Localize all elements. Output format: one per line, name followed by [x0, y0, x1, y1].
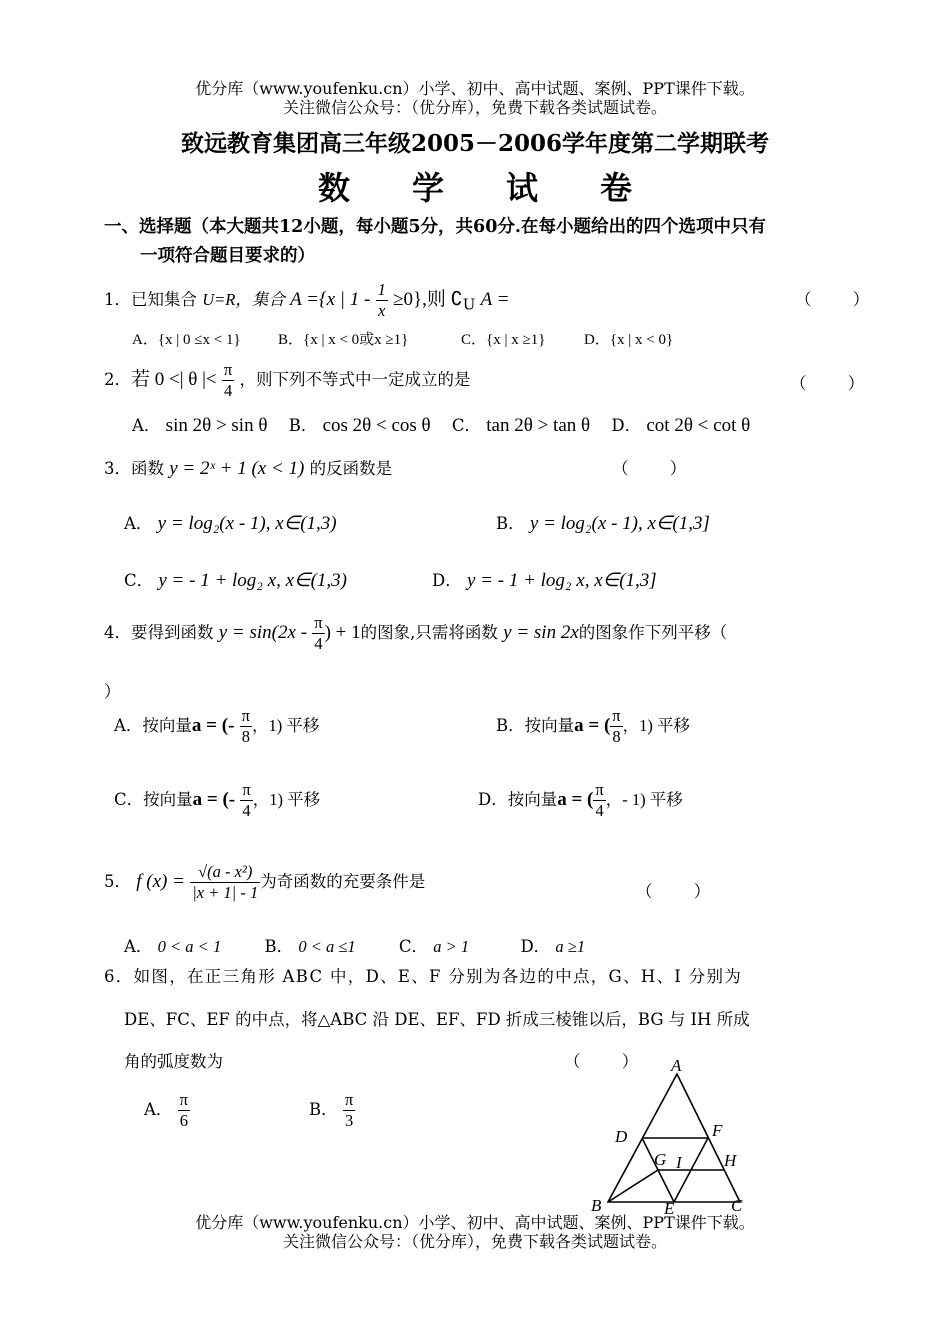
q4-option-a-fraction: $\frac{\pi}{8}$: [241, 706, 250, 746]
q2-option-a: sin 2θ > sin θ: [165, 415, 268, 436]
q3-option-a-label: A．: [124, 514, 153, 533]
q1-answer-paren: （ ）: [795, 290, 888, 309]
q4-close-paren: ）: [104, 682, 121, 701]
q6-option-b-label: B．: [309, 1100, 338, 1119]
q5-post: 为奇函数的充要条件是: [260, 872, 426, 891]
q1-fraction: $\frac{1}{x}$: [377, 280, 386, 320]
footer-banner-line2: 关注微信公众号：（优分库），免费下载各类试题试卷。: [282, 1232, 667, 1251]
q3-option-b-row: [496, 510, 710, 535]
q2-option-c-label: C．: [451, 416, 482, 435]
q1-text-a: 已知集合: [131, 290, 197, 309]
q4-option-b-vec: a = (: [574, 715, 611, 736]
q2-fraction: $\frac{\pi}{4}$: [223, 360, 233, 400]
exam-title: 致远教育集团高三年级2005－2006学年度第二学期联考: [180, 130, 770, 157]
q4-option-c-vec: a = (-: [192, 789, 236, 810]
q4-option-d-vec: a = (: [557, 789, 594, 810]
label-g: G: [654, 1150, 667, 1169]
q4-pre: 要得到函数: [131, 623, 214, 642]
q1-option-d: D．{x | x < 0}: [584, 332, 674, 348]
q3-option-b: y = log₂(x - 1), x∈(1,3]: [529, 513, 710, 534]
q2-option-a-label: A．: [132, 416, 161, 435]
q2-pre: 若 0 <| θ |<: [131, 369, 217, 390]
q5-answer-paren: （ ）: [636, 882, 729, 901]
q5-option-b-label: B．: [264, 937, 294, 956]
q5-fraction: $\frac{\text{√(a - x²)}}{|x + 1| - 1}$: [192, 862, 259, 902]
q4-expr-a: y = sin(2x -: [218, 622, 308, 643]
q5-option-b: 0 < a ≤1: [298, 937, 356, 956]
q4-option-d-label: D．按向量: [478, 790, 558, 809]
q3-number: 3．: [104, 459, 131, 478]
q6-triangle-figure: [584, 1054, 760, 1216]
question-1: [104, 280, 509, 321]
q4-expr2: y = sin 2x: [503, 622, 579, 643]
q5-option-c-label: C．: [398, 937, 429, 956]
q5-options: [124, 933, 585, 957]
label-h: H: [724, 1151, 737, 1170]
q2-option-d: cot 2θ < cot θ: [646, 415, 751, 436]
q3-option-c-row: [124, 567, 347, 592]
question-3: [104, 455, 392, 480]
q1-set-expr-a: A ={x | 1 -: [290, 289, 371, 310]
q1-complement-subscript: U: [462, 295, 476, 314]
q6-text-line1: 如图，在正三角形 ABC 中，D、E、F 分别为各边的中点，G、H、I 分别为: [133, 967, 743, 986]
q3-option-c: y = - 1 + log₂ x, x∈(1,3): [158, 570, 347, 591]
q6-text-line3: 角的弧度数为: [124, 1052, 223, 1071]
q2-post: ，则下列不等式中一定成立的是: [239, 370, 471, 389]
q2-option-c: tan 2θ > tan θ: [486, 415, 591, 436]
label-a: A: [671, 1056, 682, 1075]
q2-option-b: cos 2θ < cos θ: [322, 415, 431, 436]
q4-post: 的图象作下列平移（: [578, 623, 728, 642]
question-4: [104, 613, 727, 654]
q3-option-c-label: C．: [124, 571, 154, 590]
q3-option-d-label: D．: [432, 571, 462, 590]
exam-subject-title: 数学试卷: [317, 169, 694, 207]
q5-option-d: a ≥1: [555, 937, 586, 956]
q4-option-a-label: A．按向量: [114, 716, 192, 735]
q3-answer-paren: （ ）: [612, 459, 705, 478]
q6-number: 6．: [104, 967, 134, 986]
q4-option-b: [496, 706, 690, 747]
q2-option-d-label: D．: [611, 416, 642, 435]
q4-number: 4．: [104, 623, 131, 642]
q1-option-c: C．{x | x ≥1}: [461, 332, 546, 348]
q4-option-a-tail: ，1) 平移: [252, 716, 320, 735]
q4-option-d: [478, 780, 683, 821]
q1-set-expr-b: ≥0},则 ∁: [393, 289, 463, 310]
q3-option-b-label: B．: [496, 514, 525, 533]
label-i: I: [676, 1153, 682, 1172]
q4-option-a: [114, 706, 319, 747]
q4-option-d-tail: ，- 1) 平移: [605, 790, 683, 809]
section1-header-line1: 一、选择题（本大题共12小题，每小题5分，共60分.在每小题给出的四个选项中只有: [104, 217, 766, 237]
question-2: [104, 360, 470, 401]
q4-fraction: $\frac{\pi}{4}$: [314, 613, 323, 653]
q5-number: 5．: [104, 872, 131, 891]
q6-option-a-fraction: $\frac{\pi}{6}$: [179, 1090, 189, 1130]
q4-option-a-vec: a = (-: [191, 715, 235, 736]
label-e: E: [664, 1199, 675, 1216]
q5-option-d-label: D．: [520, 937, 551, 956]
label-c: C: [731, 1196, 743, 1215]
question-6-line1: [104, 963, 742, 987]
q4-option-c-tail: ，1) 平移: [252, 790, 321, 809]
q6-text-line2: DE、FC、EF 的中点，将△ABC 沿 DE、EF、FD 折成三棱锥以后，BG 与 IH 所成: [124, 1010, 750, 1029]
q4-option-b-tail: ，1) 平移: [622, 716, 691, 735]
header-banner-line1: 优分库（www.youfenku.cn）小学、初中、高中试题、案例、PPT课件下载。: [195, 79, 755, 98]
q4-option-b-fraction: $\frac{\pi}{8}$: [612, 706, 621, 746]
q3-expr: y = 2ˣ + 1 (x < 1): [169, 458, 305, 479]
q5-option-a-label: A．: [124, 937, 153, 956]
q6-option-b-fraction: $\frac{\pi}{3}$: [344, 1090, 354, 1130]
q4-option-c: [114, 780, 320, 821]
q1-text-b: U=R，集合: [202, 290, 285, 309]
q3-option-a-row: [124, 510, 337, 535]
q6-option-a: [144, 1090, 190, 1131]
q4-option-c-label: C．按向量: [114, 790, 193, 809]
q5-option-c: a > 1: [433, 937, 470, 956]
q2-number: 2．: [104, 370, 131, 389]
question-5: [104, 862, 425, 903]
q4-option-d-fraction: $\frac{\pi}{4}$: [595, 780, 604, 820]
q4-mid: 的图象,只需将函数: [360, 623, 498, 642]
q6-answer-paren: （ ）: [564, 1052, 657, 1071]
q1-option-b: B．{x | x < 0或x ≥1}: [278, 332, 409, 348]
footer-banner-line1: 优分库（www.youfenku.cn）小学、初中、高中试题、案例、PPT课件下载。: [195, 1213, 755, 1232]
q4-expr-b: ) + 1: [324, 622, 361, 643]
q3-post: 的反函数是: [309, 459, 393, 478]
segment-bg: [608, 1170, 658, 1202]
label-b: B: [591, 1196, 602, 1215]
label-d: D: [615, 1127, 628, 1146]
q3-option-d: y = - 1 + log₂ x, x∈(1,3]: [466, 570, 657, 591]
label-f: F: [712, 1121, 723, 1140]
header-banner-line2: 关注微信公众号：（优分库），免费下载各类试题试卷。: [282, 98, 667, 117]
q4-option-b-label: B．按向量: [496, 716, 575, 735]
q3-pre: 函数: [131, 459, 164, 478]
q5-option-a: 0 < a < 1: [157, 937, 222, 956]
q2-option-b-label: B．: [288, 416, 318, 435]
q2-answer-paren: （ ）: [790, 374, 883, 393]
q3-option-a: y = log₂(x - 1), x∈(1,3): [157, 513, 337, 534]
q3-option-d-row: [432, 567, 657, 592]
q6-option-b: [309, 1090, 355, 1131]
q1-number: 1．: [104, 290, 131, 309]
q2-options: [132, 412, 750, 437]
q6-option-a-label: A．: [144, 1100, 173, 1119]
q4-option-c-fraction: $\frac{\pi}{4}$: [242, 780, 251, 820]
q1-option-a: A．{x | 0 ≤x < 1}: [132, 332, 241, 348]
q1-set-expr-c: A =: [480, 289, 510, 310]
q5-lhs: f (x) =: [136, 871, 185, 892]
section1-header-line2: 一项符合题目要求的）: [140, 246, 315, 266]
